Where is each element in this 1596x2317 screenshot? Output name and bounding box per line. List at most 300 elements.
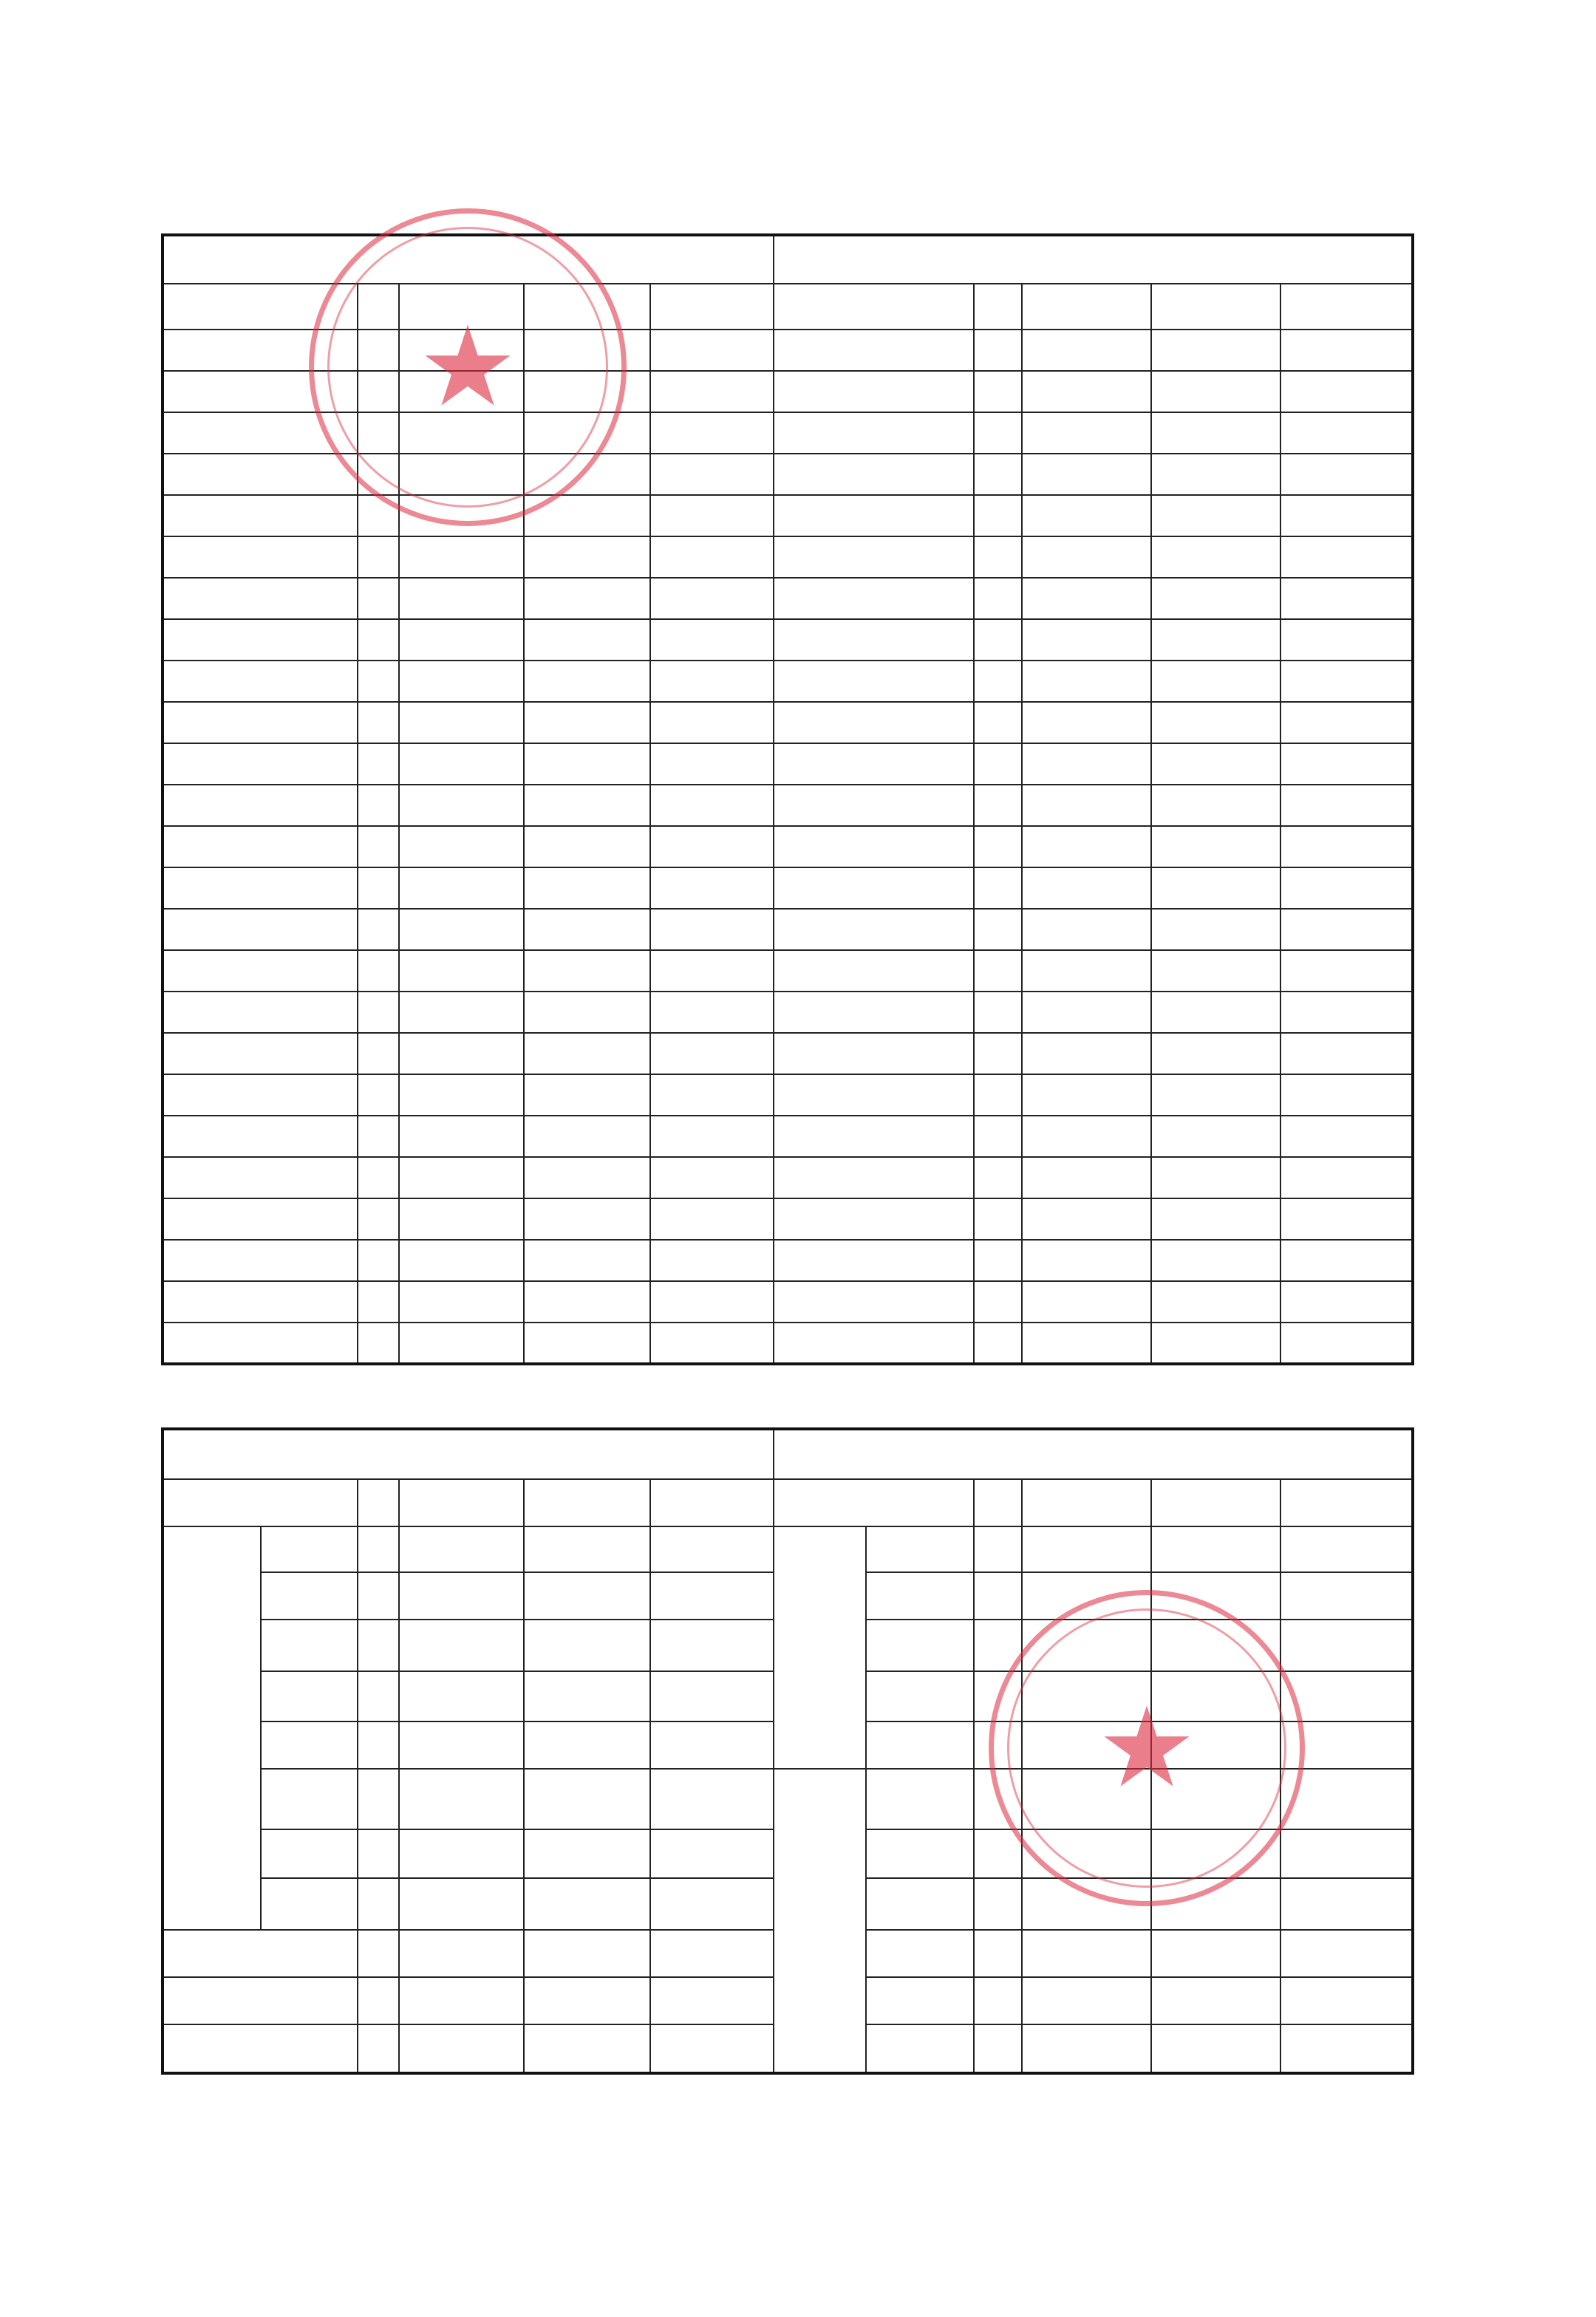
row-seq	[974, 619, 1021, 661]
assets-header-2	[163, 1429, 774, 1479]
row-label	[774, 536, 975, 578]
col-seq	[358, 284, 399, 330]
row-label	[163, 1198, 358, 1240]
table-row	[163, 1198, 1413, 1240]
end-value	[1022, 909, 1151, 950]
begin-value	[524, 1116, 650, 1157]
end-value	[399, 412, 524, 454]
row-seq	[358, 1074, 399, 1116]
begin-value	[1151, 2024, 1280, 2073]
row-seq	[358, 1526, 399, 1572]
end-value	[1022, 371, 1151, 412]
col-liab	[774, 1479, 975, 1526]
row-label	[866, 1878, 975, 1930]
change-value	[650, 412, 774, 454]
row-label	[163, 1157, 358, 1198]
change-value	[1280, 619, 1413, 661]
col-change	[650, 1479, 774, 1526]
begin-value	[524, 1033, 650, 1074]
begin-value	[1151, 1620, 1280, 1671]
col-begin	[524, 284, 650, 330]
row-seq	[358, 661, 399, 702]
change-value	[650, 1671, 774, 1721]
change-value	[650, 578, 774, 619]
row-seq	[974, 1721, 1021, 1769]
end-value	[1022, 1033, 1151, 1074]
row-label	[774, 1116, 975, 1157]
row-seq	[974, 1829, 1021, 1878]
begin-value	[524, 1930, 650, 1977]
begin-value	[524, 785, 650, 826]
row-seq	[974, 785, 1021, 826]
row-label	[866, 1769, 975, 1829]
row-label	[261, 1572, 358, 1620]
begin-value	[1151, 1323, 1280, 1364]
row-label	[774, 702, 975, 743]
row-label	[261, 1620, 358, 1671]
col-asset	[774, 284, 975, 330]
begin-value	[1151, 702, 1280, 743]
row-label	[774, 1157, 975, 1198]
change-value	[650, 950, 774, 992]
row-label	[163, 1281, 358, 1323]
col-seq	[974, 1479, 1021, 1526]
row-seq	[974, 1526, 1021, 1572]
table-row	[163, 1281, 1413, 1323]
change-value	[650, 1620, 774, 1671]
row-label	[261, 1878, 358, 1930]
change-value	[650, 1281, 774, 1323]
end-value	[1022, 702, 1151, 743]
end-value	[1022, 1157, 1151, 1198]
change-value	[1280, 1116, 1413, 1157]
row-label	[163, 950, 358, 992]
end-value	[1022, 1671, 1151, 1721]
row-label	[866, 1620, 975, 1671]
change-value	[1280, 330, 1413, 371]
row-seq	[358, 909, 399, 950]
row-seq	[358, 2024, 399, 2073]
row-seq	[974, 1671, 1021, 1721]
change-value	[650, 1769, 774, 1829]
row-label	[774, 1198, 975, 1240]
begin-value	[524, 1074, 650, 1116]
end-value	[399, 1157, 524, 1198]
col-end	[1022, 284, 1151, 330]
begin-value	[524, 536, 650, 578]
begin-value	[1151, 1930, 1280, 1977]
row-seq	[974, 743, 1021, 785]
change-value	[1280, 1240, 1413, 1281]
row-seq	[358, 578, 399, 619]
table-row	[163, 454, 1413, 495]
group-label	[163, 1526, 261, 1930]
end-value	[399, 330, 524, 371]
row-seq	[974, 578, 1021, 619]
row-label	[774, 495, 975, 536]
change-value	[1280, 1526, 1413, 1572]
begin-value	[1151, 412, 1280, 454]
supplementary-table	[161, 1427, 1414, 2075]
end-value	[1022, 743, 1151, 785]
liabilities-header-2	[774, 1429, 1413, 1479]
begin-value	[524, 1769, 650, 1829]
col-end	[399, 284, 524, 330]
change-value	[1280, 743, 1413, 785]
begin-value	[524, 867, 650, 909]
row-label	[774, 1323, 975, 1364]
end-value	[399, 2024, 524, 2073]
table-row	[163, 371, 1413, 412]
table-row	[163, 826, 1413, 867]
begin-value	[1151, 1829, 1280, 1878]
end-value	[399, 743, 524, 785]
row-label	[163, 412, 358, 454]
begin-value	[1151, 1769, 1280, 1829]
col-change	[1280, 284, 1413, 330]
table-row	[163, 992, 1413, 1033]
begin-value	[1151, 578, 1280, 619]
change-value	[1280, 1829, 1413, 1878]
row-seq	[974, 661, 1021, 702]
end-value	[399, 1878, 524, 1930]
table-row	[163, 1157, 1413, 1198]
end-value	[1022, 454, 1151, 495]
col-begin	[524, 1479, 650, 1526]
begin-value	[524, 1526, 650, 1572]
row-seq	[974, 1572, 1021, 1620]
change-value	[1280, 826, 1413, 867]
row-seq	[974, 1281, 1021, 1323]
col-seq	[358, 1479, 399, 1526]
change-value	[650, 330, 774, 371]
row-seq	[974, 454, 1021, 495]
begin-value	[1151, 909, 1280, 950]
begin-value	[1151, 1281, 1280, 1323]
row-label	[774, 661, 975, 702]
change-value	[650, 1930, 774, 1977]
end-value	[1022, 1930, 1151, 1977]
end-value	[1022, 1198, 1151, 1240]
col-end	[1022, 1479, 1151, 1526]
end-value	[399, 1829, 524, 1878]
row-label	[866, 1930, 975, 1977]
table-row	[163, 330, 1413, 371]
end-value	[399, 1930, 524, 1977]
table-row	[163, 1526, 1413, 1572]
row-label	[163, 785, 358, 826]
row-seq	[974, 1240, 1021, 1281]
row-seq	[358, 412, 399, 454]
row-seq	[358, 1157, 399, 1198]
row-seq	[358, 1930, 399, 1977]
row-label	[774, 785, 975, 826]
end-value	[1022, 1116, 1151, 1157]
row-seq	[974, 992, 1021, 1033]
row-label	[163, 619, 358, 661]
begin-value	[1151, 619, 1280, 661]
row-label	[866, 1977, 975, 2024]
row-seq	[358, 1671, 399, 1721]
row-seq	[974, 1769, 1021, 1829]
change-value	[1280, 1198, 1413, 1240]
change-value	[650, 1198, 774, 1240]
change-value	[650, 1878, 774, 1930]
end-value	[399, 578, 524, 619]
end-value	[399, 826, 524, 867]
change-value	[650, 992, 774, 1033]
end-value	[399, 1240, 524, 1281]
end-value	[399, 536, 524, 578]
row-seq	[974, 1977, 1021, 2024]
begin-value	[524, 909, 650, 950]
row-label	[163, 371, 358, 412]
change-value	[1280, 2024, 1413, 2073]
begin-value	[524, 619, 650, 661]
end-value	[1022, 1526, 1151, 1572]
col-begin	[1151, 1479, 1280, 1526]
row-label	[163, 992, 358, 1033]
row-label	[163, 578, 358, 619]
col-begin	[1151, 284, 1280, 330]
table-row	[163, 1033, 1413, 1074]
table-row	[163, 1240, 1413, 1281]
begin-value	[524, 950, 650, 992]
col-asset	[163, 1479, 358, 1526]
change-value	[1280, 950, 1413, 992]
row-label	[774, 867, 975, 909]
table-row	[163, 1074, 1413, 1116]
row-label	[163, 1240, 358, 1281]
row-label	[261, 1769, 358, 1829]
end-value	[1022, 495, 1151, 536]
table-row	[163, 619, 1413, 661]
row-label	[163, 909, 358, 950]
begin-value	[1151, 1240, 1280, 1281]
end-value	[399, 992, 524, 1033]
begin-value	[524, 2024, 650, 2073]
table-row	[163, 702, 1413, 743]
row-seq	[358, 495, 399, 536]
begin-value	[524, 412, 650, 454]
begin-value	[524, 1157, 650, 1198]
row-seq	[358, 1116, 399, 1157]
table-row	[163, 1116, 1413, 1157]
end-value	[399, 1074, 524, 1116]
row-seq	[358, 454, 399, 495]
begin-value	[1151, 1977, 1280, 2024]
row-label	[163, 826, 358, 867]
change-value	[650, 661, 774, 702]
begin-value	[524, 1240, 650, 1281]
end-value	[399, 1620, 524, 1671]
row-seq	[358, 330, 399, 371]
col-end	[399, 1479, 524, 1526]
row-seq	[358, 1198, 399, 1240]
change-value	[650, 619, 774, 661]
row-seq	[358, 867, 399, 909]
seal-star-icon: ★	[417, 303, 518, 431]
row-seq	[358, 743, 399, 785]
end-value	[399, 1671, 524, 1721]
change-value	[650, 743, 774, 785]
row-seq	[974, 1620, 1021, 1671]
row-label	[163, 1116, 358, 1157]
row-seq	[974, 2024, 1021, 2073]
row-label	[163, 1323, 358, 1364]
end-value	[399, 371, 524, 412]
row-label	[774, 743, 975, 785]
begin-value	[1151, 1878, 1280, 1930]
begin-value	[1151, 454, 1280, 495]
row-label	[163, 1930, 358, 1977]
row-label	[163, 454, 358, 495]
begin-value	[1151, 867, 1280, 909]
begin-value	[1151, 950, 1280, 992]
change-value	[1280, 412, 1413, 454]
begin-value	[1151, 495, 1280, 536]
row-label	[774, 950, 975, 992]
row-seq	[358, 1323, 399, 1364]
row-label	[774, 330, 975, 371]
table-row	[163, 495, 1413, 536]
begin-value	[524, 1671, 650, 1721]
row-label	[774, 1033, 975, 1074]
row-seq	[358, 1620, 399, 1671]
begin-value	[1151, 743, 1280, 785]
row-label	[774, 1240, 975, 1281]
col-seq	[974, 284, 1021, 330]
table-row	[163, 536, 1413, 578]
end-value	[399, 950, 524, 992]
change-value	[1280, 785, 1413, 826]
change-value	[1280, 578, 1413, 619]
group-label	[774, 1769, 866, 2073]
begin-value	[524, 992, 650, 1033]
row-seq	[974, 371, 1021, 412]
change-value	[650, 1116, 774, 1157]
end-value	[399, 1116, 524, 1157]
row-seq	[358, 992, 399, 1033]
row-label	[774, 992, 975, 1033]
row-label	[866, 1829, 975, 1878]
row-seq	[358, 1878, 399, 1930]
change-value	[1280, 992, 1413, 1033]
row-seq	[358, 950, 399, 992]
begin-value	[524, 1572, 650, 1620]
row-seq	[358, 826, 399, 867]
change-value	[650, 2024, 774, 2073]
row-seq	[358, 536, 399, 578]
row-label	[774, 1074, 975, 1116]
begin-value	[524, 1977, 650, 2024]
end-value	[399, 909, 524, 950]
change-value	[1280, 1074, 1413, 1116]
row-seq	[358, 1829, 399, 1878]
row-seq	[358, 1721, 399, 1769]
end-value	[399, 454, 524, 495]
row-label	[163, 1977, 358, 2024]
row-label	[774, 619, 975, 661]
row-seq	[358, 1033, 399, 1074]
begin-value	[524, 330, 650, 371]
col-change	[650, 284, 774, 330]
row-seq	[974, 495, 1021, 536]
begin-value	[524, 495, 650, 536]
row-seq	[358, 1572, 399, 1620]
begin-value	[1151, 1033, 1280, 1074]
change-value	[650, 1721, 774, 1769]
change-value	[650, 536, 774, 578]
begin-value	[1151, 1721, 1280, 1769]
change-value	[1280, 1878, 1413, 1930]
row-label	[163, 536, 358, 578]
table-row	[163, 578, 1413, 619]
end-value	[1022, 1721, 1151, 1769]
table-row	[163, 785, 1413, 826]
row-seq	[358, 371, 399, 412]
table-row	[163, 1769, 1413, 1829]
row-label	[261, 1671, 358, 1721]
row-seq	[974, 1878, 1021, 1930]
row-label	[774, 826, 975, 867]
end-value	[1022, 1829, 1151, 1878]
change-value	[650, 495, 774, 536]
begin-value	[524, 454, 650, 495]
table-row	[163, 950, 1413, 992]
change-value	[1280, 1671, 1413, 1721]
begin-value	[524, 1721, 650, 1769]
row-seq	[358, 619, 399, 661]
end-value	[1022, 661, 1151, 702]
change-value	[1280, 1977, 1413, 2024]
begin-value	[1151, 1157, 1280, 1198]
end-value	[399, 867, 524, 909]
begin-value	[1151, 826, 1280, 867]
begin-value	[524, 1198, 650, 1240]
row-seq	[974, 1157, 1021, 1198]
change-value	[1280, 1281, 1413, 1323]
end-value	[399, 702, 524, 743]
change-value	[650, 826, 774, 867]
col-change	[1280, 1479, 1413, 1526]
row-seq	[358, 1281, 399, 1323]
end-value	[1022, 412, 1151, 454]
begin-value	[1151, 992, 1280, 1033]
table-row	[163, 1323, 1413, 1364]
end-value	[399, 785, 524, 826]
begin-value	[524, 661, 650, 702]
row-seq	[974, 330, 1021, 371]
change-value	[650, 1074, 774, 1116]
end-value	[1022, 536, 1151, 578]
change-value	[1280, 1721, 1413, 1769]
liabilities-header	[774, 235, 1413, 284]
end-value	[1022, 1620, 1151, 1671]
row-seq	[974, 1074, 1021, 1116]
end-value	[1022, 867, 1151, 909]
change-value	[1280, 1620, 1413, 1671]
change-value	[1280, 909, 1413, 950]
begin-value	[1151, 785, 1280, 826]
row-seq	[358, 785, 399, 826]
balance-sheet-table	[161, 233, 1414, 1365]
table-row	[163, 909, 1413, 950]
row-label	[261, 1721, 358, 1769]
row-seq	[974, 950, 1021, 992]
begin-value	[524, 1281, 650, 1323]
begin-value	[1151, 536, 1280, 578]
